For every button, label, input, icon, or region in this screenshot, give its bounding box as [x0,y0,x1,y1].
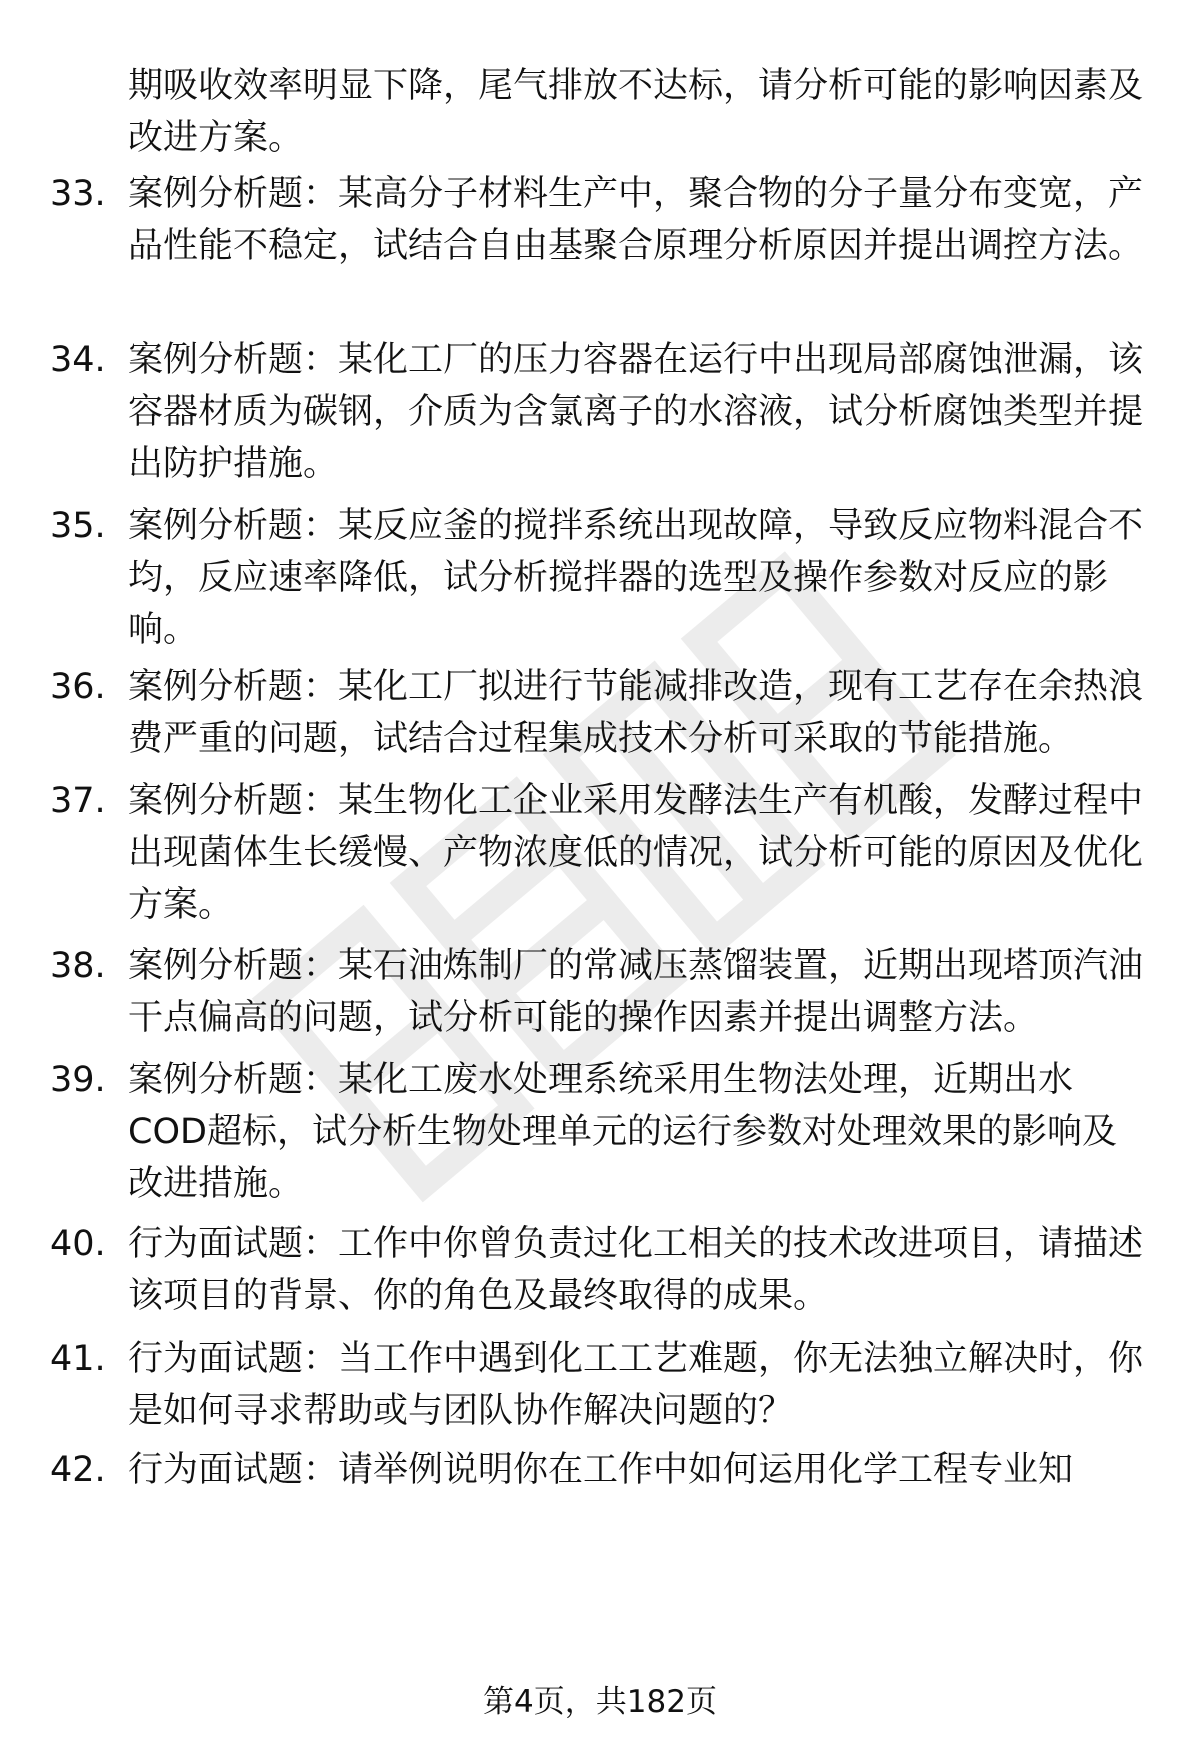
page-number-footer: 第4页，共182页 [483,1684,717,1720]
question-text: 案例分析题：某化工厂拟进行节能减排改造，现有工艺存在余热浪费严重的问题，试结合过程集成技术分析可采取的节能措施。 [128,667,1144,759]
question-text: 行为面试题：当工作中遇到化工工艺难题，你无法独立解决时，你是如何寻求帮助或与团队协作解决问题的？ [128,1339,1144,1431]
question-number: 41. [50,1339,106,1379]
question-text: 行为面试题：请举例说明你在工作中如何运用化学工程专业知 [128,1450,1074,1490]
continued-question-text: 期吸收效率明显下降，尾气排放不达标，请分析可能的影响因素及改进方案。 [128,66,1144,158]
question-number: 37. [50,781,106,821]
question-number: 35. [50,506,106,546]
question-text: 案例分析题：某反应釜的搅拌系统出现故障，导致反应物料混合不均，反应速率降低，试分析搅拌器的选型及操作参数对反应的影响。 [128,506,1144,650]
question-number: 39. [50,1060,106,1100]
question-text: 行为面试题：工作中你曾负责过化工相关的技术改进项目，请描述该项目的背景、你的角色及最终取得的成果。 [128,1224,1144,1316]
question-number: 33. [50,174,106,214]
question-number: 34. [50,340,106,380]
question-text: 案例分析题：某生物化工企业采用发酵法生产有机酸，发酵过程中出现菌体生长缓慢、产物浓度低的情况，试分析可能的原因及优化方案。 [128,781,1144,925]
question-text: 案例分析题：某化工废水处理系统采用生物法处理，近期出水COD超标，试分析生物处理单元的运行参数对处理效果的影响及改进措施。 [128,1060,1117,1204]
question-number: 38. [50,946,106,986]
question-number: 40. [50,1224,106,1264]
question-text: 案例分析题：某高分子材料生产中，聚合物的分子量分布变宽，产品性能不稳定，试结合自由基聚合原理分析原因并提出调控方法。 [128,174,1144,266]
question-number: 36. [50,667,106,707]
question-text: 案例分析题：某化工厂的压力容器在运行中出现局部腐蚀泄漏，该容器材质为碳钢，介质为含氯离子的水溶液，试分析腐蚀类型并提出防护措施。 [128,340,1144,484]
question-number: 42. [50,1450,106,1490]
question-text: 案例分析题：某石油炼制厂的常减压蒸馏装置，近期出现塔顶汽油干点偏高的问题，试分析可能的操作因素并提出调整方法。 [128,946,1144,1038]
